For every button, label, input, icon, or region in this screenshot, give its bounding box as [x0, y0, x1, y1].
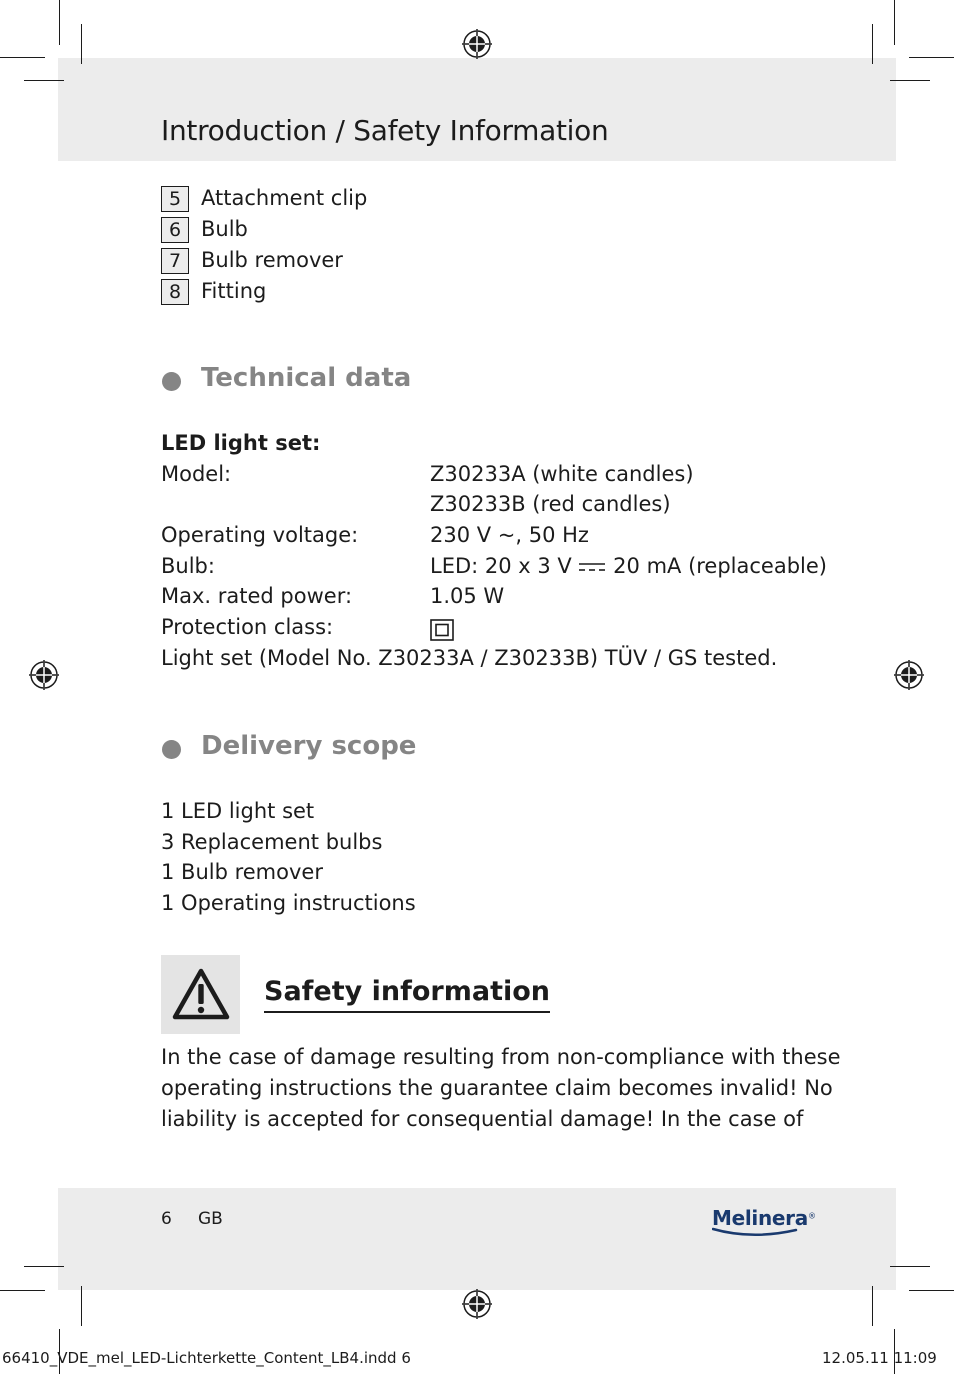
- voltage-label: Operating voltage:: [161, 523, 359, 547]
- page-title: Introduction / Safety Information: [161, 114, 609, 147]
- part-number-badge: 7: [161, 248, 189, 274]
- part-number-badge: 5: [161, 186, 189, 212]
- crop-mark: [872, 1286, 873, 1326]
- brand-logo: [712, 1206, 816, 1230]
- safety-paragraph: [161, 1042, 841, 1135]
- language-code: GB: [198, 1209, 223, 1229]
- crop-mark: [0, 1290, 45, 1291]
- safety-paragraph-line: operating instructions the guarantee claim becomes invalid! No: [161, 1076, 833, 1100]
- bulb-value: [430, 551, 827, 582]
- protection-class-ii-icon: [430, 619, 454, 641]
- voltage-value: 230 V ~, 50 Hz: [430, 523, 589, 547]
- footer-band: [58, 1188, 896, 1290]
- brand-swoosh-icon: [712, 1226, 798, 1238]
- part-label: Bulb remover: [201, 248, 343, 272]
- crop-mark: [81, 24, 82, 64]
- crop-mark: [24, 80, 64, 81]
- part-label: Fitting: [201, 279, 267, 303]
- model-label: Model:: [161, 462, 232, 486]
- safety-information-heading: Safety information: [264, 975, 550, 1013]
- delivery-item: 1 LED light set: [161, 799, 315, 823]
- crop-mark: [81, 1286, 82, 1326]
- registered-mark-icon: ®: [807, 1211, 816, 1221]
- safety-paragraph-line: liability is accepted for consequential damage! In the case of: [161, 1107, 804, 1131]
- crop-mark: [24, 1266, 64, 1267]
- section-bullet-icon: [162, 740, 181, 759]
- crop-mark: [890, 80, 930, 81]
- delivery-item: 1 Bulb remover: [161, 860, 323, 884]
- technical-data-heading: Technical data: [201, 363, 412, 393]
- part-label: Attachment clip: [201, 186, 368, 210]
- bulb-value-suffix: 20 mA (replaceable): [613, 554, 827, 578]
- crop-mark: [890, 1266, 930, 1267]
- registration-mark-icon: [894, 660, 924, 690]
- crop-mark: [0, 57, 45, 58]
- print-slug-file: 66410_VDE_mel_LED-Lichterkette_Content_LB4.indd 6: [2, 1349, 411, 1367]
- tested-note: Light set (Model No. Z30233A / Z30233B) TÜV / GS tested.: [161, 646, 778, 670]
- crop-mark: [59, 0, 60, 45]
- crop-mark: [894, 0, 895, 45]
- delivery-scope-heading: Delivery scope: [201, 731, 417, 761]
- registration-mark-icon: [462, 1289, 492, 1319]
- registration-mark-icon: [462, 29, 492, 59]
- safety-paragraph-line: In the case of damage resulting from non-compliance with these: [161, 1045, 841, 1069]
- print-slug-date: 12.05.11 11:09: [822, 1349, 937, 1367]
- power-label: Max. rated power:: [161, 584, 353, 608]
- brand-name: Melinera: [712, 1206, 808, 1230]
- model-value: Z30233A (white candles): [430, 462, 694, 486]
- page-number: 6: [161, 1209, 172, 1229]
- delivery-item: 3 Replacement bulbs: [161, 830, 383, 854]
- protection-class-label: Protection class:: [161, 615, 334, 639]
- delivery-item: 1 Operating instructions: [161, 891, 416, 915]
- direct-current-icon: [578, 560, 606, 574]
- crop-mark: [909, 1290, 954, 1291]
- bulb-value-prefix: LED: 20 x 3 V: [430, 554, 572, 578]
- bulb-label: Bulb:: [161, 554, 215, 578]
- warning-box: [161, 955, 240, 1034]
- part-number-badge: 6: [161, 217, 189, 243]
- registration-mark-icon: [29, 660, 59, 690]
- crop-mark: [909, 57, 954, 58]
- section-bullet-icon: [162, 372, 181, 391]
- led-light-set-subheading: LED light set:: [161, 431, 321, 455]
- model-value: Z30233B (red candles): [430, 492, 671, 516]
- part-number-badge: 8: [161, 279, 189, 305]
- power-value: 1.05 W: [430, 584, 505, 608]
- part-label: Bulb: [201, 217, 248, 241]
- crop-mark: [872, 24, 873, 64]
- warning-triangle-icon: [171, 967, 231, 1021]
